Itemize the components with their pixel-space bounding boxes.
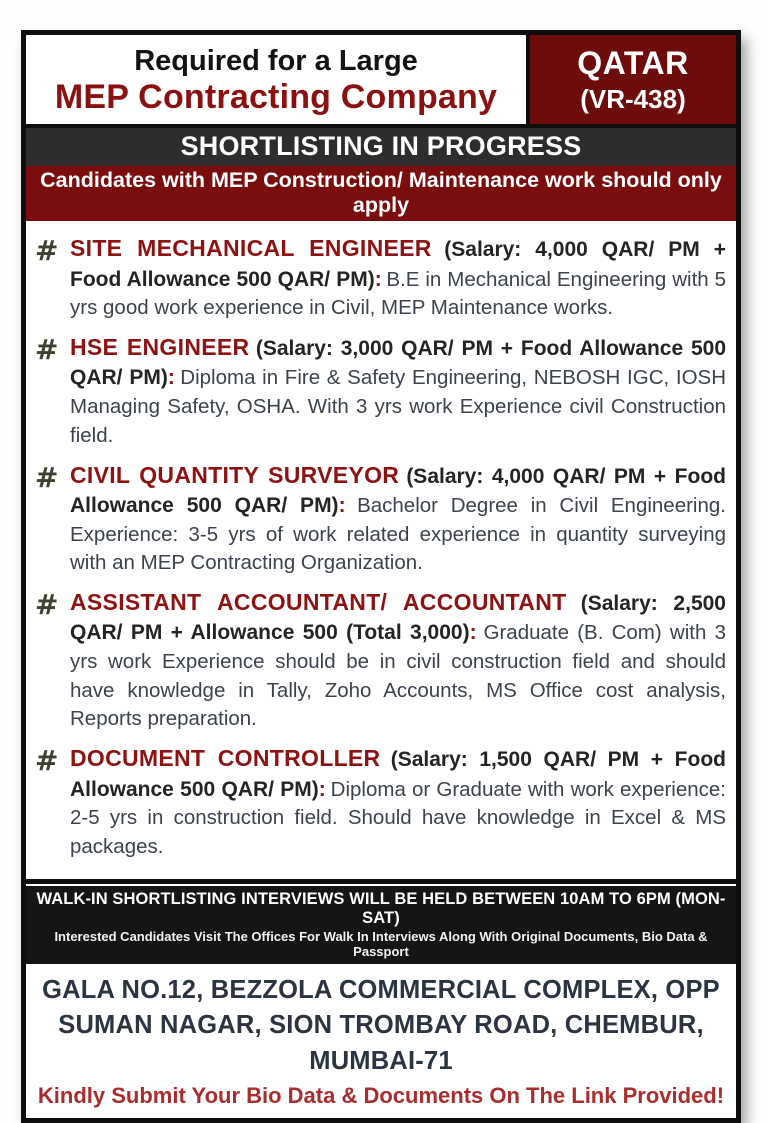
walkin-schedule-text: WALK-IN SHORTLISTING INTERVIEWS WILL BE HELD BETWEEN 10AM TO 6PM (MON-SAT) bbox=[36, 889, 726, 927]
walkin-banner bbox=[26, 886, 736, 964]
job-listing bbox=[32, 331, 726, 450]
job-salary: (Salary: 1,500 QAR/ PM + Food Allowance 500 QAR/ PM) bbox=[70, 748, 726, 801]
job-description: B.E in Mechanical Engineering with 5 yrs good work experience in Civil, MEP Maintenance works. bbox=[70, 267, 726, 320]
hash-bullet-icon: # bbox=[35, 587, 59, 621]
salary-colon: : bbox=[374, 267, 382, 291]
address-section bbox=[26, 966, 736, 1118]
job-title: DOCUMENT CONTROLLER bbox=[70, 745, 381, 772]
salary-colon: : bbox=[318, 777, 326, 801]
job-title: HSE ENGINEER bbox=[70, 334, 250, 361]
job-salary: (Salary: 4,000 QAR/ PM + Food Allowance 500 QAR/ PM) bbox=[70, 238, 726, 291]
job-description: Bachelor Degree in Civil Engineering. Experience: 3-5 yrs of work related experience in quantity surveying with an MEP Contracting Organization. bbox=[70, 493, 726, 575]
job-salary: (Salary: 4,000 QAR/ PM + Food Allowance 500 QAR/ PM) bbox=[70, 464, 726, 517]
job-title: ASSISTANT ACCOUNTANT/ ACCOUNTANT bbox=[70, 588, 567, 615]
country-label: QATAR bbox=[577, 45, 689, 82]
job-salary: (Salary: 3,000 QAR/ PM + Food Allowance 500 QAR/ PM) bbox=[70, 337, 726, 390]
job-advert-poster bbox=[21, 30, 741, 1123]
hash-bullet-icon: # bbox=[35, 744, 59, 778]
job-listing bbox=[32, 742, 726, 861]
submission-note: Kindly Submit Your Bio Data & Documents On The Link Provided! bbox=[37, 1082, 725, 1108]
company-title-block bbox=[26, 35, 526, 124]
header-company-title: MEP Contracting Company bbox=[54, 78, 498, 117]
poster-header bbox=[26, 35, 736, 128]
header-subtitle: Required for a Large bbox=[134, 45, 418, 77]
hash-bullet-icon: # bbox=[35, 234, 59, 268]
job-list bbox=[26, 221, 736, 883]
shortlisting-banner: SHORTLISTING IN PROGRESS bbox=[26, 128, 736, 166]
candidates-banner: Candidates with MEP Construction/ Maintenance work should only apply bbox=[26, 166, 736, 221]
salary-colon: : bbox=[469, 621, 477, 645]
job-salary: (Salary: 2,500 QAR/ PM + Allowance 500 (Total 3,000) bbox=[70, 591, 726, 645]
salary-colon: : bbox=[338, 493, 346, 517]
job-title: SITE MECHANICAL ENGINEER bbox=[70, 235, 432, 262]
vacancy-ref-label: (VR-438) bbox=[580, 83, 686, 114]
job-description: Diploma in Fire & Safety Engineering, NEBOSH IGC, IOSH Managing Safety, OSHA. With 3 yrs work Experience civil Construction field. bbox=[70, 366, 726, 447]
job-listing bbox=[32, 232, 726, 323]
job-listing bbox=[32, 586, 726, 734]
salary-colon: : bbox=[167, 366, 175, 390]
country-badge bbox=[526, 35, 736, 124]
job-title: CIVIL QUANTITY SURVEYOR bbox=[70, 461, 400, 488]
job-description: Diploma or Graduate with work experience: 2-5 yrs in construction field. Should have knowledge in Excel & MS packages. bbox=[70, 777, 726, 858]
office-address: GALA NO.12, BEZZOLA COMMERCIAL COMPLEX, OPP SUMAN NAGAR, SION TROMBAY ROAD, CHEMBUR, MUMBAI-71 bbox=[42, 975, 720, 1075]
hash-bullet-icon: # bbox=[35, 333, 59, 367]
walkin-instructions-text: Interested Candidates Visit The Offices For Walk In Interviews Along With Original Documents, Bio Data & Passport bbox=[54, 928, 708, 959]
hash-bullet-icon: # bbox=[35, 460, 59, 494]
job-description: Graduate (B. Com) with 3 yrs work Experience should be in civil construction field and should have knowledge in Tally, Zoho Accounts, MS Office cost analysis, Reports preparation. bbox=[70, 621, 726, 731]
job-listing bbox=[32, 459, 726, 578]
